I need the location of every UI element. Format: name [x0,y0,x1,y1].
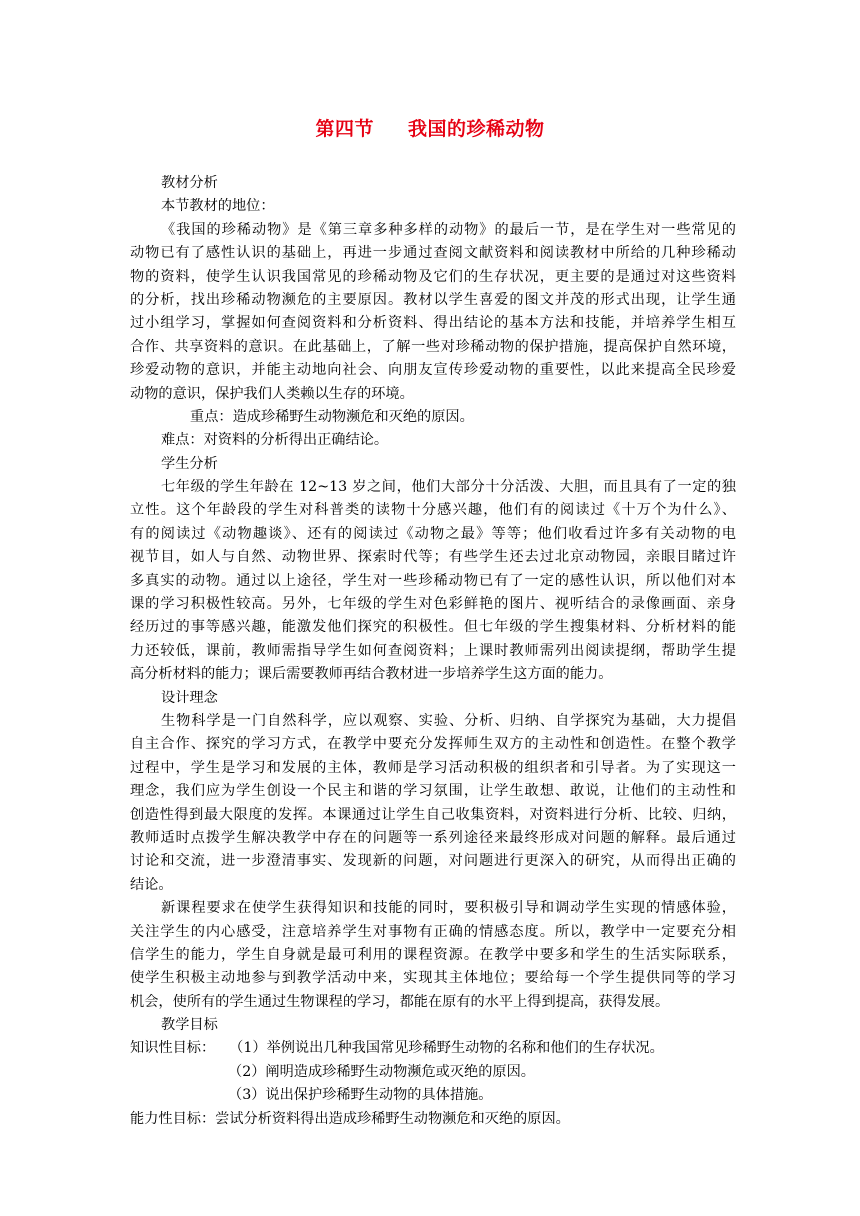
paragraph-line: 动物已有了感性认识的基础上，再进一步通过查阅文献资料和阅读教材中所给的几种珍稀动 [130,245,736,262]
paragraph-line: 七年级的学生年龄在 12~13 岁之间，他们大部分十分活泼、大胆，而且具有了一定的独 [161,479,736,496]
paragraph-line: 理念，我们应为学生创设一个民主和谐的学习氛围，让学生敢想、敢说，让他们的主动性和 [130,783,736,800]
paragraph-line: 有的阅读过《动物趣谈》、还有的阅读过《动物之最》等等；他们收看过许多有关动物的电 [130,525,736,542]
section-heading-teaching-goals: 教学目标 [161,1017,218,1034]
section-heading-student-analysis: 学生分析 [161,455,218,472]
knowledge-goal-1 [130,1037,736,1060]
ability-goal: 能力性目标：尝试分析资料得出造成珍稀野生动物濒危和灭绝的原因。 [130,1110,570,1127]
paragraph-line: 结论。 [130,876,173,893]
paragraph-line: 的分析，找出珍稀动物濒危的主要原因。教材以学生喜爱的图文并茂的形式出现，让学生通 [130,291,736,308]
paragraph-line: 经历过的事等感兴趣，能激发他们探究的积极性。但七年级的学生搜集材料、分析材料的能 [130,619,736,636]
paragraph-line: 动物的意识，保护我们人类赖以生存的环境。 [130,385,414,402]
paragraph-line: 高分析材料的能力；课后需要教师再结合教材进一步培养学生这方面的能力。 [130,666,613,683]
paragraph-line: 创造性得到最大限度的发挥。本课通过让学生自己收集资料，对资料进行分析、比较、归纳， [130,806,736,823]
key-point: 重点：造成珍稀野生动物濒危和灭绝的原因。 [190,408,474,425]
difficulty-point: 难点：对资料的分析得出正确结论。 [161,432,389,449]
knowledge-goal-3: （3）说出保护珍稀野生动物的具体措施。 [228,1087,493,1104]
knowledge-goal-text: （1）举例说出几种我国常见珍稀野生动物的名称和他们的生存状况。 [229,1040,664,1057]
paragraph-line: 多真实的动物。通过以上途径，学生对一些珍稀动物已有了一定的感性认识，所以他们对本 [130,572,736,589]
knowledge-goal-label: 知识性目标： [130,1040,216,1057]
section-heading-design-concept: 设计理念 [161,689,218,706]
paragraph-line: 自主合作、探究的学习方式，在教学中要充分发挥师生双方的主动性和创造性。在整个教学 [130,736,736,753]
page-title [0,116,860,142]
paragraph-line: 讨论和交流，进一步澄清事实、发现新的问题，对问题进行更深入的研究，从而得出正确的 [130,853,736,870]
paragraph-line: 新课程要求在使学生获得知识和技能的同时，要积极引导和调动学生实现的情感体验， [161,900,736,917]
paragraph-line: 关注学生的内心感受，注意培养学生对事物有正确的情感态度。所以，教学中一定要充分相 [130,923,736,940]
paragraph-line: 机会，使所有的学生通过生物课程的学习，都能在原有的水平上得到提高，获得发展。 [130,993,670,1010]
paragraph-line: 物的资料，使学生认识我国常见的珍稀动物及它们的生存状况，更主要的是通过对这些资料 [130,268,736,285]
paragraph-line: 生物科学是一门自然科学，应以观察、实验、分析、归纳、自学探究为基础，大力提倡 [161,712,736,729]
knowledge-goal-2: （2）阐明造成珍稀野生动物濒危或灭绝的原因。 [228,1063,535,1080]
paragraph-line: 珍爱动物的意识，并能主动地向社会、向朋友宣传珍爱动物的重要性，以此来提高全民珍爱 [130,362,736,379]
paragraph-line: 《我国的珍稀动物》是《第三章多种多样的动物》的最后一节，是在学生对一些常见的 [161,221,736,238]
paragraph-line: 过程中，学生是学习和发展的主体，教师是学习活动积极的组织者和引导者。为了实现这一 [130,759,736,776]
paragraph-line: 课的学习积极性较高。另外，七年级的学生对色彩鲜艳的图片、视听结合的录像画面、亲身 [130,596,736,613]
paragraph-line: 信学生的能力，学生自身就是最可利用的课程资源。在教学中要多和学生的生活实际联系， [130,946,736,963]
paragraph-line: 使学生积极主动地参与到教学活动中来，实现其主体地位；要给每一个学生提供同等的学习 [130,970,736,987]
paragraph-line: 合作、共享资料的意识。在此基础上，了解一些对珍稀动物的保护措施，提高保护自然环境， [130,338,736,355]
subheading-status: 本节教材的地位： [161,198,275,215]
paragraph-line: 教师适时点拨学生解决教学中存在的问题等一系列途径来最终形成对问题的解释。最后通过 [130,829,736,846]
paragraph-line: 力还较低，课前，教师需指导学生如何查阅资料；上课时教师需列出阅读提纲，帮助学生提 [130,642,736,659]
section-heading-textbook-analysis: 教材分析 [161,175,218,191]
document-body [130,172,736,1131]
paragraph-line: 立性。这个年龄段的学生对科普类的读物十分感兴趣，他们有的阅读过《十万个为什么》、 [130,502,736,519]
paragraph-line: 过小组学习，掌握如何查阅资料和分析资料、得出结论的基本方法和技能，并培养学生相互 [130,315,736,332]
title-text: 我国的珍稀动物 [408,118,545,140]
title-section: 第四节 [315,118,374,140]
paragraph-line: 视节目，如人与自然、动物世界、探索时代等；有些学生还去过北京动物园，亲眼目睹过许 [130,549,736,566]
